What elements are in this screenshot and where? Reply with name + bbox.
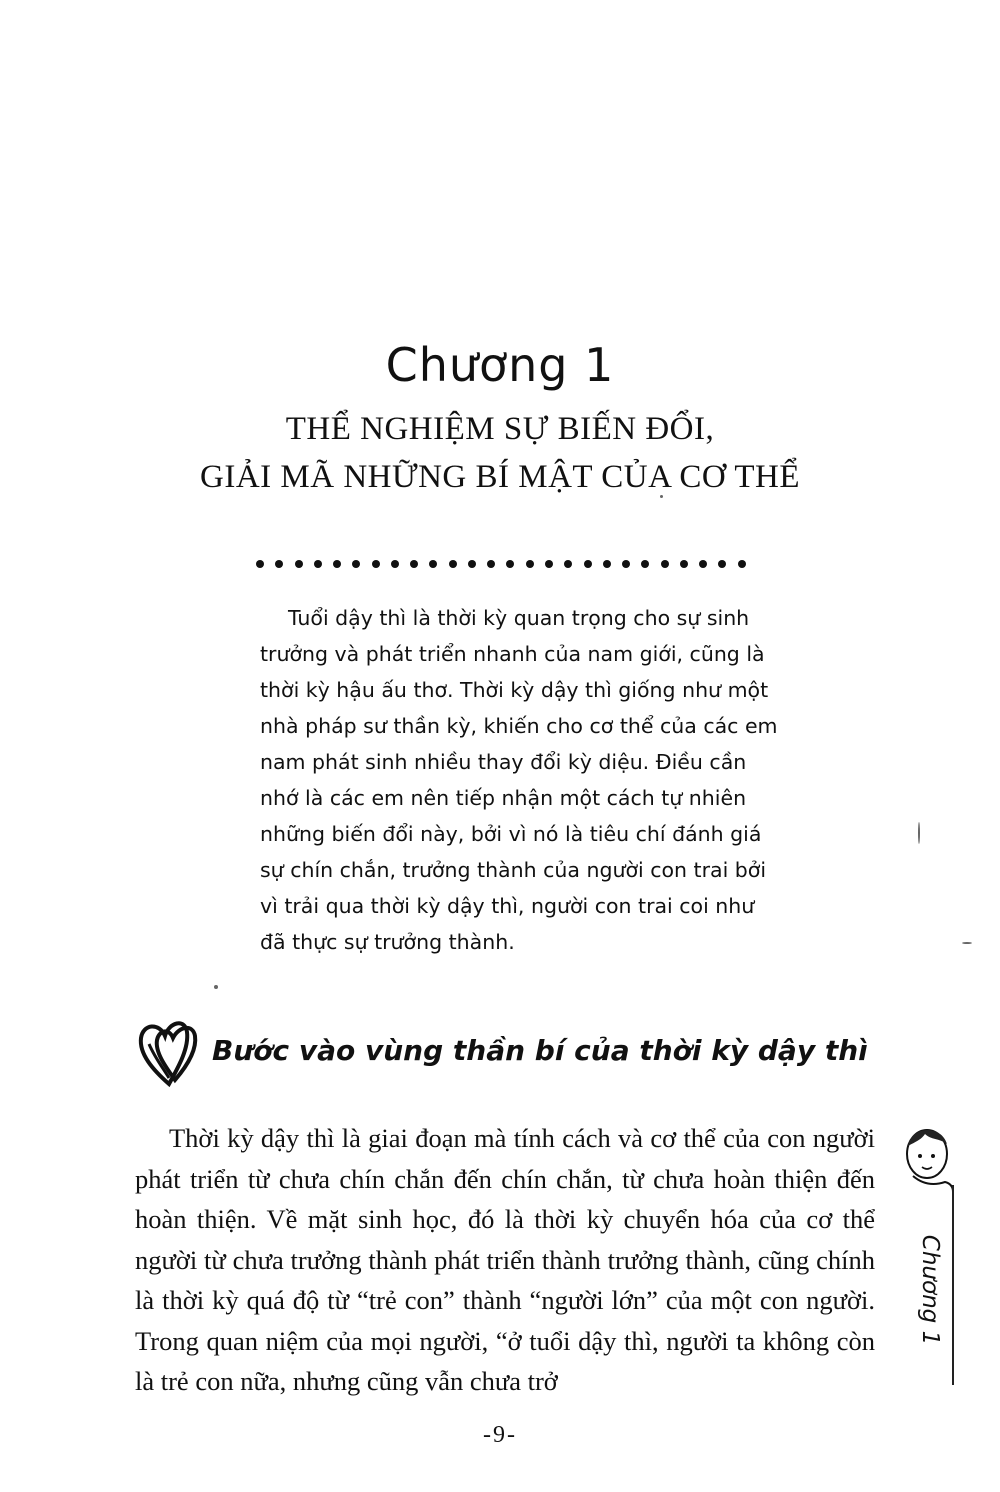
divider-dot — [372, 560, 380, 568]
divider-dot — [661, 560, 669, 568]
side-tab-text: Chương 1 — [917, 1234, 944, 1346]
divider-dot — [314, 560, 322, 568]
divider-dot — [699, 560, 707, 568]
divider-dot — [526, 560, 534, 568]
divider-dot — [410, 560, 418, 568]
divider-dot — [256, 560, 264, 568]
side-tab-label — [895, 1234, 965, 1346]
divider-dot — [564, 560, 572, 568]
chapter-title-line-1: THỂ NGHIỆM SỰ BIẾN ĐỔI, — [285, 411, 715, 447]
scan-speck — [660, 495, 663, 498]
divider-dot — [275, 560, 283, 568]
divider-dot — [295, 560, 303, 568]
page-number: -9- — [483, 1422, 517, 1448]
scan-speck — [214, 985, 218, 989]
section-heading: Bước vào vùng thần bí của thời kỳ dậy thì — [212, 1034, 868, 1067]
dotted-divider — [256, 560, 746, 568]
divider-dot — [352, 560, 360, 568]
intro-paragraph — [260, 600, 780, 960]
divider-dot — [603, 560, 611, 568]
divider-dot — [545, 560, 553, 568]
double-heart-icon — [135, 1010, 205, 1090]
divider-dot — [680, 560, 688, 568]
chapter-title — [0, 405, 1000, 501]
divider-dot — [622, 560, 630, 568]
chapter-label: Chương 1 — [385, 338, 615, 392]
divider-dot — [429, 560, 437, 568]
scan-speck — [918, 822, 920, 844]
body-text: Thời kỳ dậy thì là giai đoạn mà tính cách và cơ thể của con người phát triển từ chưa chín chắn đến chín chắn, từ chưa hoàn thiện đến hoàn thiện. Về mặt sinh học, đó là thời kỳ chuyển hóa của cơ thể người từ chưa trưởng thành phát triển thành trưởng thành, cũng chính là thời kỳ quá độ từ “trẻ con” thành “người lớn” của một con người. Trong quan niệm của mọi người, “ở tuổi dậy thì, người ta không còn là trẻ con nữa, nhưng cũng vẫn chưa trở — [135, 1123, 875, 1396]
body-paragraph — [135, 1118, 875, 1402]
divider-dot — [718, 560, 726, 568]
divider-dot — [487, 560, 495, 568]
divider-dot — [333, 560, 341, 568]
divider-dot — [391, 560, 399, 568]
divider-dot — [449, 560, 457, 568]
divider-dot — [506, 560, 514, 568]
scan-speck — [962, 942, 972, 944]
divider-dot — [584, 560, 592, 568]
chapter-title-line-2: GIẢI MÃ NHỮNG BÍ MẬT CỦA CƠ THỂ — [200, 459, 800, 495]
divider-dot — [468, 560, 476, 568]
intro-text: Tuổi dậy thì là thời kỳ quan trọng cho sự sinh trưởng và phát triển nhanh của nam giới, cũng là thời kỳ hậu ấu thơ. Thời kỳ dậy thì giống như một nhà pháp sư thần kỳ, khiến cho cơ thể của các em nam phát sinh nhiều thay đổi kỳ diệu. Điều cần nhớ là các em nên tiếp nhận một cách tự nhiên những biến đổi này, bởi vì nó là tiêu chí đánh giá sự chín chắn, trưởng thành của người con trai bởi vì trải qua thời kỳ dậy thì, người con trai coi như đã thực sự trưởng thành. — [260, 606, 778, 954]
divider-dot — [641, 560, 649, 568]
divider-dot — [738, 560, 746, 568]
